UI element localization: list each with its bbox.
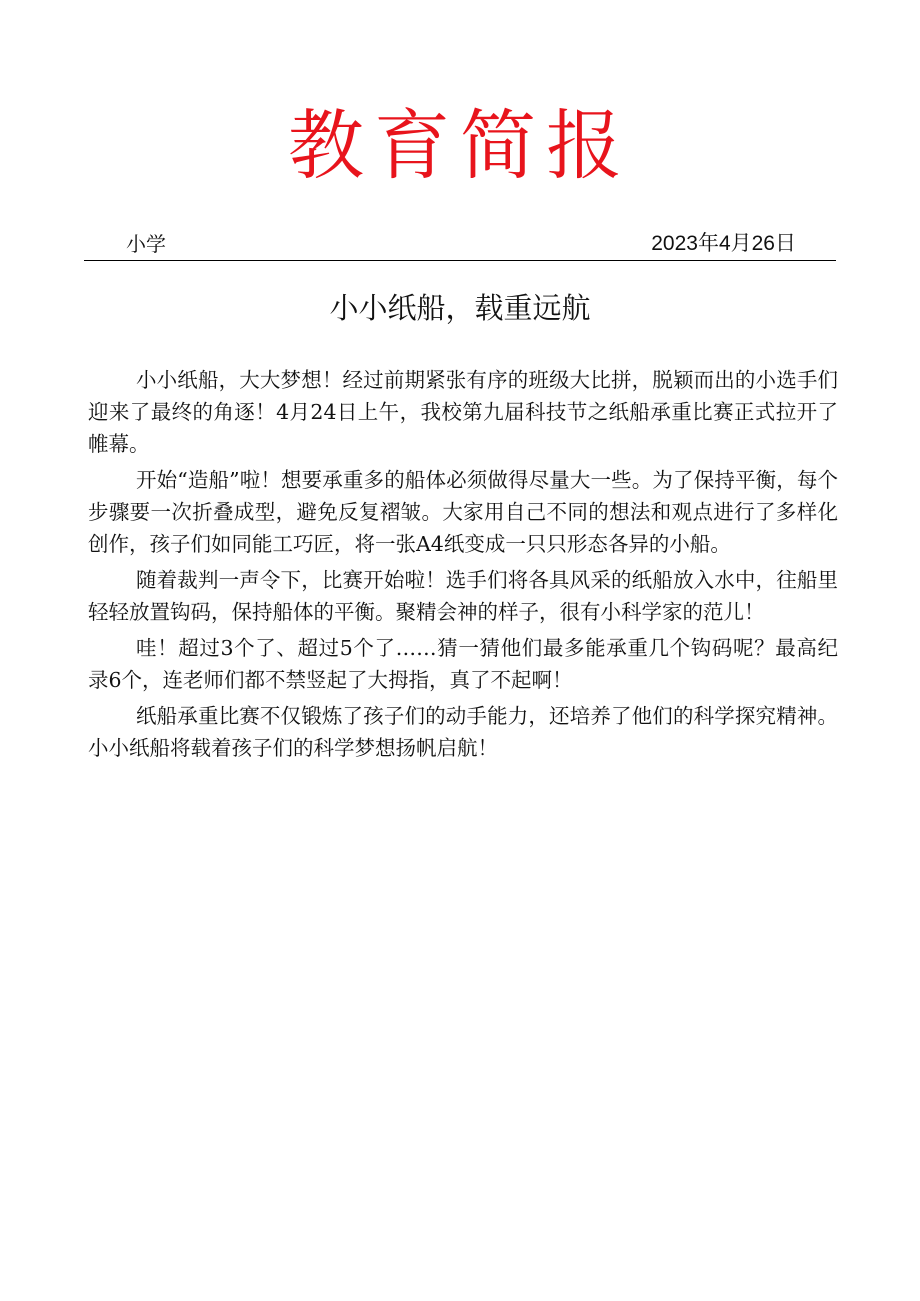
school-name: 小学: [126, 232, 166, 256]
newsletter-masthead-title: 教育简报: [288, 101, 632, 190]
article-headline: 小小纸船，载重远航: [329, 291, 591, 325]
dateline-bar: [84, 226, 836, 261]
article-paragraph: 小小纸船，大大梦想！经过前期紧张有序的班级大比拼，脱颖而出的小选手们迎来了最终的角逐！4月24日上午，我校第九届科技节之纸船承重比赛正式拉开了帷幕。: [88, 368, 838, 456]
article-paragraph: 开始“造船”啦！想要承重多的船体必须做得尽量大一些。为了保持平衡，每个步骤要一次折叠成型，避免反复褶皱。大家用自己不同的想法和观点进行了多样化创作，孩子们如同能工巧匠，将一张A4纸变成一只只形态各异的小船。: [88, 468, 838, 556]
article-body: [88, 364, 838, 768]
article-paragraph: 纸船承重比赛不仅锻炼了孩子们的动手能力，还培养了他们的科学探究精神。小小纸船将载着孩子们的科学梦想扬帆启航！: [88, 704, 838, 760]
article-paragraph: 哇！超过3个了、超过5个了……猜一猜他们最多能承重几个钩码呢？最高纪录6个，连老师们都不禁竖起了大拇指，真了不起啊！: [88, 636, 838, 692]
issue-date: 2023年4月26日: [651, 232, 796, 255]
article-paragraph: 随着裁判一声令下，比赛开始啦！选手们将各具风采的纸船放入水中，往船里轻轻放置钩码，保持船体的平衡。聚精会神的样子，很有小科学家的范儿！: [88, 568, 838, 624]
